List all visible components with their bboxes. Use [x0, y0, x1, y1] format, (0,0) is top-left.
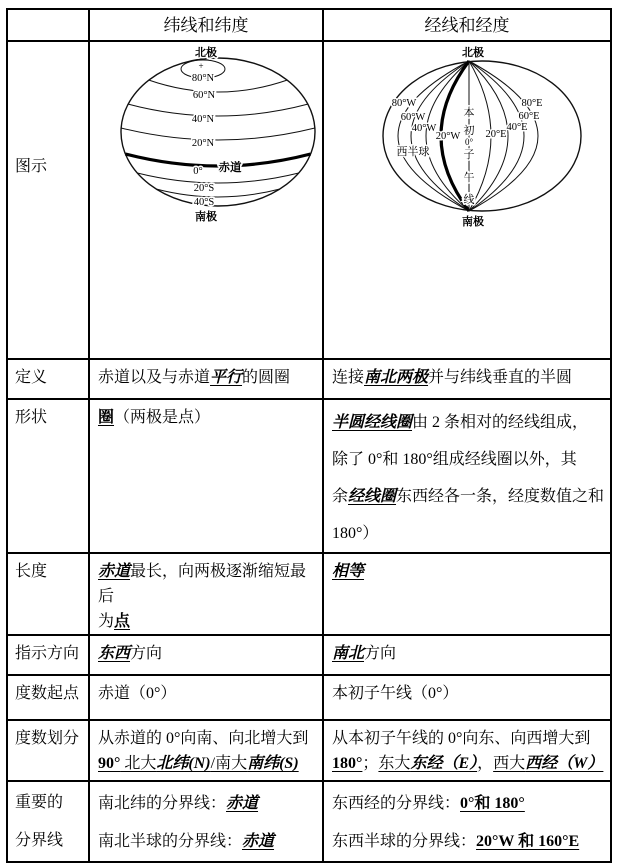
text-line — [98, 823, 320, 861]
text-line — [98, 726, 320, 751]
cell-degree-division-latitude — [89, 720, 323, 781]
text-segment: 东大 — [378, 755, 411, 772]
row-important-boundary — [7, 781, 611, 862]
row-diagram — [7, 41, 611, 359]
north-pole-label: 北极 — [195, 47, 217, 59]
row-label-length: 长度 — [7, 553, 89, 635]
cell-diagram-latitude — [89, 41, 323, 359]
globe-outline — [383, 61, 581, 211]
equator-deg-label: 0° — [193, 166, 203, 177]
text-line — [332, 726, 608, 751]
row-definition — [7, 359, 611, 399]
text-segment: 并与纬线垂直的半圆 — [428, 369, 573, 386]
row-label-diagram: 图示 — [7, 41, 89, 359]
lat-20n-line — [121, 128, 315, 140]
cell-definition-latitude — [89, 359, 323, 399]
west-hemisphere-label: 西半球 — [396, 146, 430, 158]
text-segment: 赤道以及与赤道 — [98, 369, 211, 386]
prime-meridian-char-ben: 本 — [463, 107, 475, 119]
text-segment: 南北半球的分界线： — [98, 833, 243, 850]
lat-20n-label: 20°N — [191, 138, 215, 149]
lat-80n-label: 80°N — [191, 73, 215, 84]
text-segment: 东西半球的分界线： — [332, 833, 477, 850]
text-segment: 南纬(S) — [247, 755, 299, 772]
text-segment: 南北两极 — [364, 369, 429, 386]
latitude-globe-diagram — [90, 42, 322, 246]
text-segment: 西大 — [493, 755, 526, 772]
north-pole-label: 北极 — [462, 47, 484, 59]
comparison-table-sheet — [6, 8, 612, 863]
cell-boundary-latitude — [89, 781, 323, 862]
south-pole-label: 南极 — [462, 216, 484, 228]
meridian-20e-label: 20°E — [485, 129, 507, 140]
text-line — [332, 365, 608, 390]
lat-40n-line — [128, 104, 309, 116]
prime-meridian-char-zi: 子 — [463, 149, 475, 161]
text-line — [98, 609, 320, 634]
prime-meridian-char-chu: 初 — [463, 125, 475, 137]
text-segment: 180°） — [332, 525, 379, 542]
cell-direction-latitude — [89, 635, 323, 675]
text-line — [98, 785, 320, 823]
text-segment: 相等 — [332, 563, 365, 580]
text-segment: 20°W 和 160°E — [476, 833, 580, 850]
text-segment: 的圆圈 — [242, 369, 291, 386]
text-segment: /南大 — [210, 755, 248, 772]
row-direction — [7, 635, 611, 675]
text-line — [332, 404, 608, 441]
meridian-60e-label: 60°E — [518, 111, 540, 122]
text-segment: 西经（W） — [525, 755, 604, 772]
text-segment: 赤道 — [226, 795, 259, 812]
meridian-40w-label: 40°W — [411, 123, 437, 134]
text-segment: 本初子午线（0°） — [332, 685, 459, 702]
lat-40s-label: 40°S — [193, 197, 215, 208]
text-line — [98, 405, 320, 430]
text-segment: 半圆经线圈 — [332, 414, 413, 431]
meridian-40e-label: 40°E — [506, 122, 528, 133]
row-label-direction: 指示方向 — [7, 635, 89, 675]
text-segment: 经线圈 — [348, 488, 397, 505]
text-segment: 0°和 180° — [460, 795, 525, 812]
cell-degree-origin-longitude — [323, 675, 611, 720]
latitude-longitude-comparison-table — [6, 8, 612, 863]
text-segment: 圈 — [98, 409, 115, 426]
text-segment: ； — [362, 755, 379, 772]
text-segment: 方向 — [364, 645, 397, 662]
header-empty-cell — [7, 9, 89, 41]
text-segment: 东西 — [98, 645, 131, 662]
text-line — [332, 559, 608, 584]
text-line — [332, 681, 608, 706]
cell-shape-latitude — [89, 399, 323, 553]
text-segment: 从本初子午线的 0°向东、向西增大到 — [332, 730, 591, 747]
text-segment: 赤道 — [242, 833, 275, 850]
text-line — [332, 751, 608, 776]
meridian-60w-label: 60°W — [400, 112, 426, 123]
text-line — [98, 365, 320, 390]
text-segment: 为 — [98, 613, 115, 630]
cell-diagram-longitude — [323, 41, 611, 359]
lat-20s-line — [137, 173, 298, 183]
text-line — [98, 641, 320, 666]
cell-degree-division-longitude — [323, 720, 611, 781]
text-segment: 余 — [332, 488, 349, 505]
pole-plus-mark: + — [198, 61, 204, 71]
row-degree-origin — [7, 675, 611, 720]
cell-direction-longitude — [323, 635, 611, 675]
cell-definition-longitude — [323, 359, 611, 399]
label-line: 分界线 — [15, 832, 64, 849]
text-segment: 从赤道的 0°向南、向北增大到 — [98, 730, 309, 747]
text-line — [98, 559, 320, 609]
longitude-globe-diagram — [324, 42, 610, 246]
row-label-important-boundary — [7, 781, 89, 862]
text-line — [332, 515, 608, 552]
text-segment: 东西经的分界线： — [332, 795, 461, 812]
lat-60n-label: 60°N — [192, 90, 216, 101]
text-segment: 赤道（0°） — [98, 685, 177, 702]
text-segment: 方向 — [130, 645, 163, 662]
text-segment: 由 2 条相对的经线组成， — [412, 414, 589, 431]
text-line — [332, 823, 608, 861]
text-segment: 南北纬的分界线： — [98, 795, 227, 812]
row-label-degree-origin: 度数起点 — [7, 675, 89, 720]
text-line — [332, 478, 608, 515]
cell-boundary-longitude — [323, 781, 611, 862]
lat-60n-line — [149, 80, 288, 92]
cell-length-latitude — [89, 553, 323, 635]
text-segment: 点 — [114, 613, 131, 630]
text-segment: 东经（E） — [410, 755, 478, 772]
prime-meridian-char-xian: 线 — [463, 194, 475, 206]
text-segment: 北纬(N) — [156, 755, 211, 772]
row-label-shape: 形状 — [7, 399, 89, 553]
text-line — [332, 441, 608, 478]
text-segment: 除了 0°和 180°组成经线圈以外，其 — [332, 451, 577, 468]
lat-40s-line — [156, 189, 280, 197]
south-pole-label: 南极 — [195, 211, 217, 223]
prime-meridian-char-0deg: 0° — [464, 137, 474, 147]
text-segment: 90° — [98, 755, 121, 772]
text-segment: 赤道 — [98, 563, 131, 580]
text-segment: 连接 — [332, 369, 365, 386]
row-degree-division — [7, 720, 611, 781]
text-line — [332, 785, 608, 823]
row-label-degree-division: 度数划分 — [7, 720, 89, 781]
text-segment: 北大 — [120, 755, 157, 772]
text-segment: 南北 — [332, 645, 365, 662]
text-segment: 180° — [332, 755, 363, 772]
meridian-80w-label: 80°W — [391, 98, 417, 109]
prime-meridian-char-wu: 午 — [463, 172, 475, 184]
meridian-20w-label: 20°W — [435, 131, 461, 142]
text-segment: 最长，向两极逐渐缩短最后 — [98, 563, 307, 605]
text-segment: 东西经各一条，经度数值之和 — [396, 488, 605, 505]
equator-name-label: 赤道 — [218, 162, 242, 174]
header-latitude: 纬线和纬度 — [89, 9, 323, 41]
lat-40n-label: 40°N — [191, 114, 215, 125]
cell-shape-longitude — [323, 399, 611, 553]
text-segment: 平行 — [210, 369, 243, 386]
text-line — [98, 681, 320, 706]
text-line — [332, 641, 608, 666]
row-label-definition: 定义 — [7, 359, 89, 399]
meridian-80e-label: 80°E — [521, 98, 543, 109]
row-length — [7, 553, 611, 635]
header-longitude: 经线和经度 — [323, 9, 611, 41]
text-segment: （两极是点） — [114, 409, 211, 426]
text-segment: ， — [477, 755, 494, 772]
row-shape — [7, 399, 611, 553]
cell-degree-origin-latitude — [89, 675, 323, 720]
lat-20s-label: 20°S — [193, 183, 215, 194]
table-header-row — [7, 9, 611, 41]
text-line — [98, 751, 320, 776]
label-line: 重要的 — [15, 794, 64, 811]
cell-length-longitude — [323, 553, 611, 635]
